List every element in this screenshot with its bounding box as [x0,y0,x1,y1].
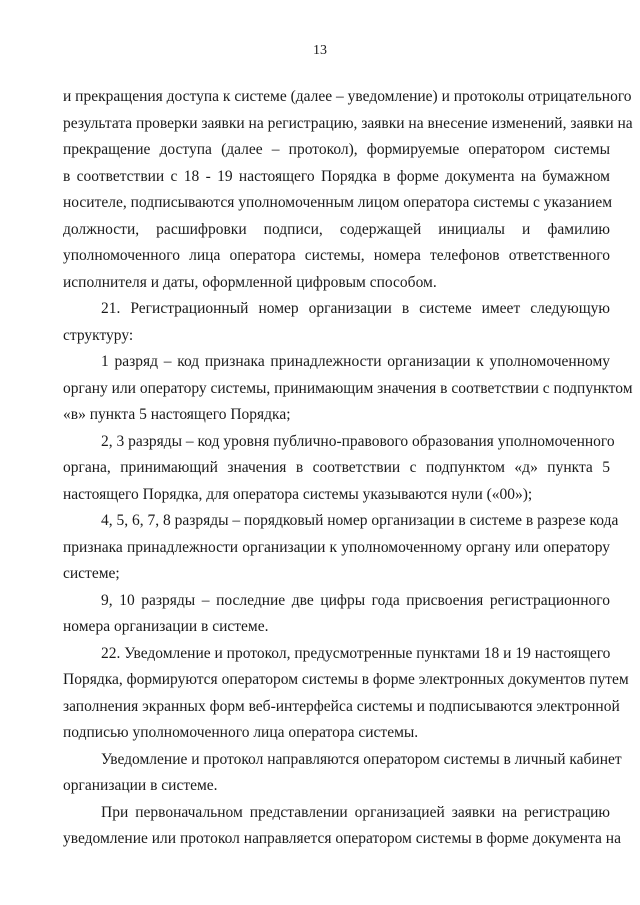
paragraph-digits-2-3 [63,429,615,509]
paragraph-22 [63,641,629,747]
text-line: «в» пункта 5 настоящего Порядка; [63,406,291,423]
text-line: номера организации в системе. [63,618,269,635]
paragraph-22-send [63,747,622,800]
text-line: уведомление или протокол направляется оператором системы в форме документа на [63,830,621,847]
text-line: должности, расшифровки подписи, содержащей инициалы и фамилию [63,220,610,238]
text-line: Порядка, формируются оператором системы в форме электронных документов путем [63,671,629,688]
text-line: и прекращения доступа к системе (далее – уведомление) и протоколы отрицательного [63,88,632,105]
text-line: уполномоченного лица оператора системы, номера телефонов ответственного [63,247,610,264]
text-line: прекращение доступа (далее – протокол), формируемые оператором системы [63,141,610,158]
paragraph-digits-9-10 [63,588,610,641]
text-line: системе; [63,565,120,582]
text-line: 1 разряд – код признака принадлежности организации к уполномоченному [101,353,610,370]
text-line: признака принадлежности организации к уполномоченному органу или оператору [63,538,610,556]
paragraph-22-initial [63,800,621,853]
text-line: органу или оператору системы, принимающим значения в соответствии с подпунктом [63,379,633,397]
text-line: 21. Регистрационный номер организации в системе имеет следующую [101,300,610,317]
text-line: Уведомление и протокол направляются оператором системы в личный кабинет [101,750,622,768]
paragraph-continuation [63,84,633,296]
paragraph-digit-1 [63,349,633,429]
text-line: подписью уполномоченного лица оператора системы. [63,724,419,741]
text-line: 4, 5, 6, 7, 8 разряды – порядковый номер организации в системе в разрезе кода [101,512,619,529]
text-line: При первоначальном представлении организацией заявки на регистрацию [101,803,610,821]
text-line: 9, 10 разряды – последние две цифры года присвоения регистрационного [101,591,610,609]
document-body [63,84,633,853]
text-line: 22. Уведомление и протокол, предусмотренные пунктами 18 и 19 настоящего [101,644,611,662]
text-line: носителе, подписываются уполномоченным лицом оператора системы с указанием [63,194,613,211]
paragraph-digits-4-8 [63,508,619,588]
text-line: структуру: [63,326,134,344]
page-number: 13 [313,43,327,58]
text-line: в соответствии с 18 - 19 настоящего Порядка в форме документа на бумажном [63,167,610,185]
text-line: результата проверки заявки на регистрацию, заявки на внесение изменений, заявки на [63,114,633,132]
text-line: организации в системе. [63,777,218,794]
text-line: органа, принимающий значения в соответствии с подпунктом «д» пункта 5 [63,459,610,476]
text-line: настоящего Порядка, для оператора системы указываются нули («00»); [63,485,533,503]
paragraph-21 [63,296,610,349]
text-line: заполнения экранных форм веб-интерфейса системы и подписываются электронной [63,697,620,715]
text-line: исполнителя и даты, оформленной цифровым способом. [63,273,437,291]
text-line: 2, 3 разряды – код уровня публично-правового образования уполномоченного [101,432,615,450]
